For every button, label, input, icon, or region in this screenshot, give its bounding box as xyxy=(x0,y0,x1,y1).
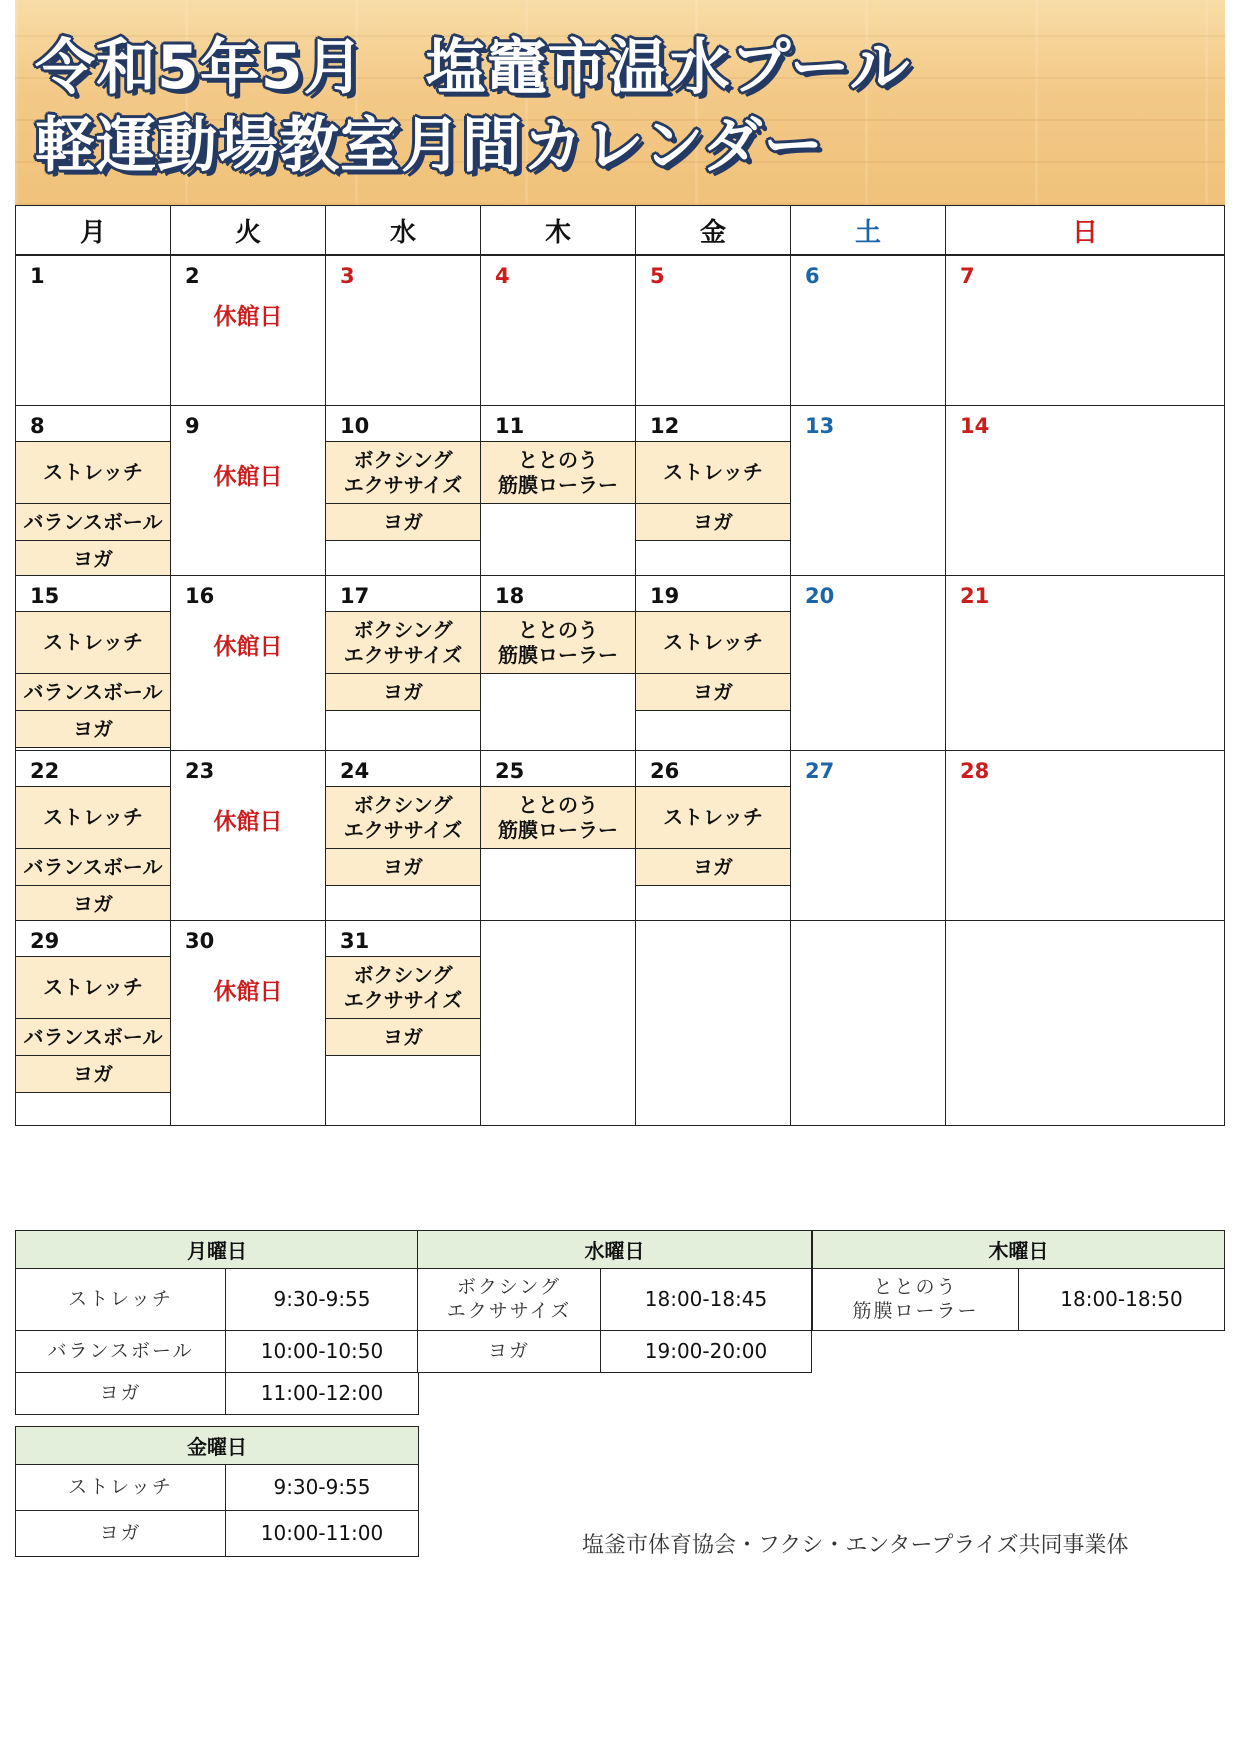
day-number: 5 xyxy=(650,264,665,288)
calendar-day-cell xyxy=(480,920,636,1126)
weekday-header: 木 xyxy=(480,205,636,255)
calendar-day-cell xyxy=(790,750,946,921)
day-number: 1 xyxy=(30,264,45,288)
calendar-day-cell xyxy=(480,405,636,576)
day-number: 20 xyxy=(805,584,835,608)
class-slot: ヨガ xyxy=(636,673,790,711)
calendar-day-cell xyxy=(15,920,171,1126)
calendar-day-cell xyxy=(635,575,791,751)
class-slot: バランスボール xyxy=(16,1018,170,1056)
calendar-day-cell xyxy=(170,750,326,921)
day-number: 8 xyxy=(30,414,45,438)
class-slot: ヨガ xyxy=(636,848,790,886)
day-number: 26 xyxy=(650,759,680,783)
class-slot: ヨガ xyxy=(326,848,480,886)
class-slot: ストレッチ xyxy=(636,786,790,849)
calendar-day-cell xyxy=(945,750,1225,921)
day-number: 10 xyxy=(340,414,370,438)
class-slot: ストレッチ xyxy=(16,441,170,504)
class-slot: ととのう 筋膜ローラー xyxy=(481,611,635,674)
calendar-day-cell xyxy=(15,405,171,576)
closed-day-label: 休館日 xyxy=(213,304,283,330)
calendar-day-cell xyxy=(635,750,791,921)
calendar-day-cell xyxy=(790,920,946,1126)
schedule-class-name: ヨガ xyxy=(15,1510,226,1557)
day-number: 31 xyxy=(340,929,370,953)
day-number: 9 xyxy=(185,414,200,438)
schedule-class-name: ヨガ xyxy=(15,1372,226,1415)
calendar-day-cell xyxy=(635,255,791,406)
schedule-class-time: 9:30-9:55 xyxy=(225,1268,419,1331)
class-slot: ストレッチ xyxy=(16,611,170,674)
calendar-day-cell xyxy=(790,575,946,751)
schedule-class-name: ストレッチ xyxy=(15,1464,226,1511)
class-slot: ストレッチ xyxy=(16,956,170,1019)
calendar-day-cell xyxy=(790,405,946,576)
schedule-header-friday: 金曜日 xyxy=(15,1426,419,1465)
weekday-header: 水 xyxy=(325,205,481,255)
calendar-day-cell xyxy=(170,255,326,406)
class-slot: ととのう 筋膜ローラー xyxy=(481,441,635,504)
schedule-class-time: 9:30-9:55 xyxy=(225,1464,419,1511)
class-slot: ヨガ xyxy=(326,673,480,711)
weekday-header: 日 xyxy=(945,205,1225,255)
schedule-class-time: 18:00-18:50 xyxy=(1018,1268,1225,1331)
day-number: 25 xyxy=(495,759,525,783)
schedule-class-name: ヨガ xyxy=(417,1330,601,1373)
class-slot: ヨガ xyxy=(16,1055,170,1093)
day-number: 22 xyxy=(30,759,60,783)
schedule-header-monday: 月曜日 xyxy=(15,1230,419,1269)
day-number: 13 xyxy=(805,414,835,438)
calendar-day-cell xyxy=(945,920,1225,1126)
class-slot: ヨガ xyxy=(16,710,170,748)
day-number: 3 xyxy=(340,264,355,288)
day-number: 19 xyxy=(650,584,680,608)
class-slot: ボクシング エクササイズ xyxy=(326,611,480,674)
class-slot: ボクシング エクササイズ xyxy=(326,956,480,1019)
day-number: 29 xyxy=(30,929,60,953)
calendar-day-cell xyxy=(790,255,946,406)
day-number: 14 xyxy=(960,414,990,438)
schedule-class-time: 10:00-10:50 xyxy=(225,1330,419,1373)
schedule-class-name: バランスボール xyxy=(15,1330,226,1373)
class-slot: ヨガ xyxy=(636,503,790,541)
organizer-footer: 塩釜市体育協会・フクシ・エンタープライズ共同事業体 xyxy=(582,1533,1129,1558)
schedule-class-time: 11:00-12:00 xyxy=(225,1372,419,1415)
calendar-day-cell xyxy=(480,575,636,751)
weekday-header: 土 xyxy=(790,205,946,255)
calendar-day-cell xyxy=(325,920,481,1126)
class-slot: ととのう 筋膜ローラー xyxy=(481,786,635,849)
day-number: 21 xyxy=(960,584,990,608)
schedule-class-name: ボクシング エクササイズ xyxy=(417,1268,601,1331)
calendar-day-cell xyxy=(480,750,636,921)
calendar-day-cell xyxy=(170,575,326,751)
schedule-class-name: ととのう 筋膜ローラー xyxy=(812,1268,1019,1331)
class-slot: バランスボール xyxy=(16,848,170,886)
schedule-header-wednesday: 水曜日 xyxy=(417,1230,812,1269)
title-line-1: 令和5年5月 塩竈市温水プール xyxy=(35,33,911,103)
class-slot: ヨガ xyxy=(16,540,170,578)
schedule-class-time: 19:00-20:00 xyxy=(600,1330,812,1373)
day-number: 24 xyxy=(340,759,370,783)
schedule-class-name: ストレッチ xyxy=(15,1268,226,1331)
day-number: 17 xyxy=(340,584,370,608)
calendar-day-cell xyxy=(15,575,171,751)
class-slot: ヨガ xyxy=(16,885,170,923)
class-slot: バランスボール xyxy=(16,673,170,711)
calendar-day-cell xyxy=(945,255,1225,406)
schedule-class-time: 10:00-11:00 xyxy=(225,1510,419,1557)
monthly-calendar xyxy=(15,205,1225,1230)
day-number: 11 xyxy=(495,414,525,438)
calendar-day-cell xyxy=(15,750,171,921)
day-number: 16 xyxy=(185,584,215,608)
calendar-day-cell xyxy=(635,920,791,1126)
weekday-header: 火 xyxy=(170,205,326,255)
class-slot: ストレッチ xyxy=(636,441,790,504)
calendar-day-cell xyxy=(945,405,1225,576)
class-slot: ヨガ xyxy=(326,1018,480,1056)
day-number: 6 xyxy=(805,264,820,288)
day-number: 18 xyxy=(495,584,525,608)
calendar-day-cell xyxy=(325,405,481,576)
closed-day-label: 休館日 xyxy=(213,464,283,490)
schedule-class-time: 18:00-18:45 xyxy=(600,1268,812,1331)
day-number: 2 xyxy=(185,264,200,288)
class-slot: ストレッチ xyxy=(636,611,790,674)
closed-day-label: 休館日 xyxy=(213,809,283,835)
day-number: 23 xyxy=(185,759,215,783)
day-number: 15 xyxy=(30,584,60,608)
schedule-header-thursday: 木曜日 xyxy=(812,1230,1225,1269)
calendar-day-cell xyxy=(15,255,171,406)
title-banner xyxy=(15,0,1225,205)
class-slot: バランスボール xyxy=(16,503,170,541)
class-slot: ストレッチ xyxy=(16,786,170,849)
calendar-day-cell xyxy=(170,405,326,576)
closed-day-label: 休館日 xyxy=(213,979,283,1005)
class-slot: ボクシング エクササイズ xyxy=(326,441,480,504)
day-number: 7 xyxy=(960,264,975,288)
calendar-day-cell xyxy=(480,255,636,406)
day-number: 27 xyxy=(805,759,835,783)
calendar-day-cell xyxy=(170,920,326,1126)
day-number: 28 xyxy=(960,759,990,783)
day-number: 12 xyxy=(650,414,680,438)
calendar-day-cell xyxy=(325,750,481,921)
class-slot: ボクシング エクササイズ xyxy=(326,786,480,849)
weekday-header: 金 xyxy=(635,205,791,255)
calendar-day-cell xyxy=(325,255,481,406)
calendar-day-cell xyxy=(325,575,481,751)
calendar-day-cell xyxy=(945,575,1225,751)
closed-day-label: 休館日 xyxy=(213,634,283,660)
class-slot: ヨガ xyxy=(326,503,480,541)
calendar-day-cell xyxy=(635,405,791,576)
weekday-header: 月 xyxy=(15,205,171,255)
title-line-2: 軽運動場教室月間カレンダー xyxy=(35,111,825,181)
day-number: 30 xyxy=(185,929,215,953)
day-number: 4 xyxy=(495,264,510,288)
